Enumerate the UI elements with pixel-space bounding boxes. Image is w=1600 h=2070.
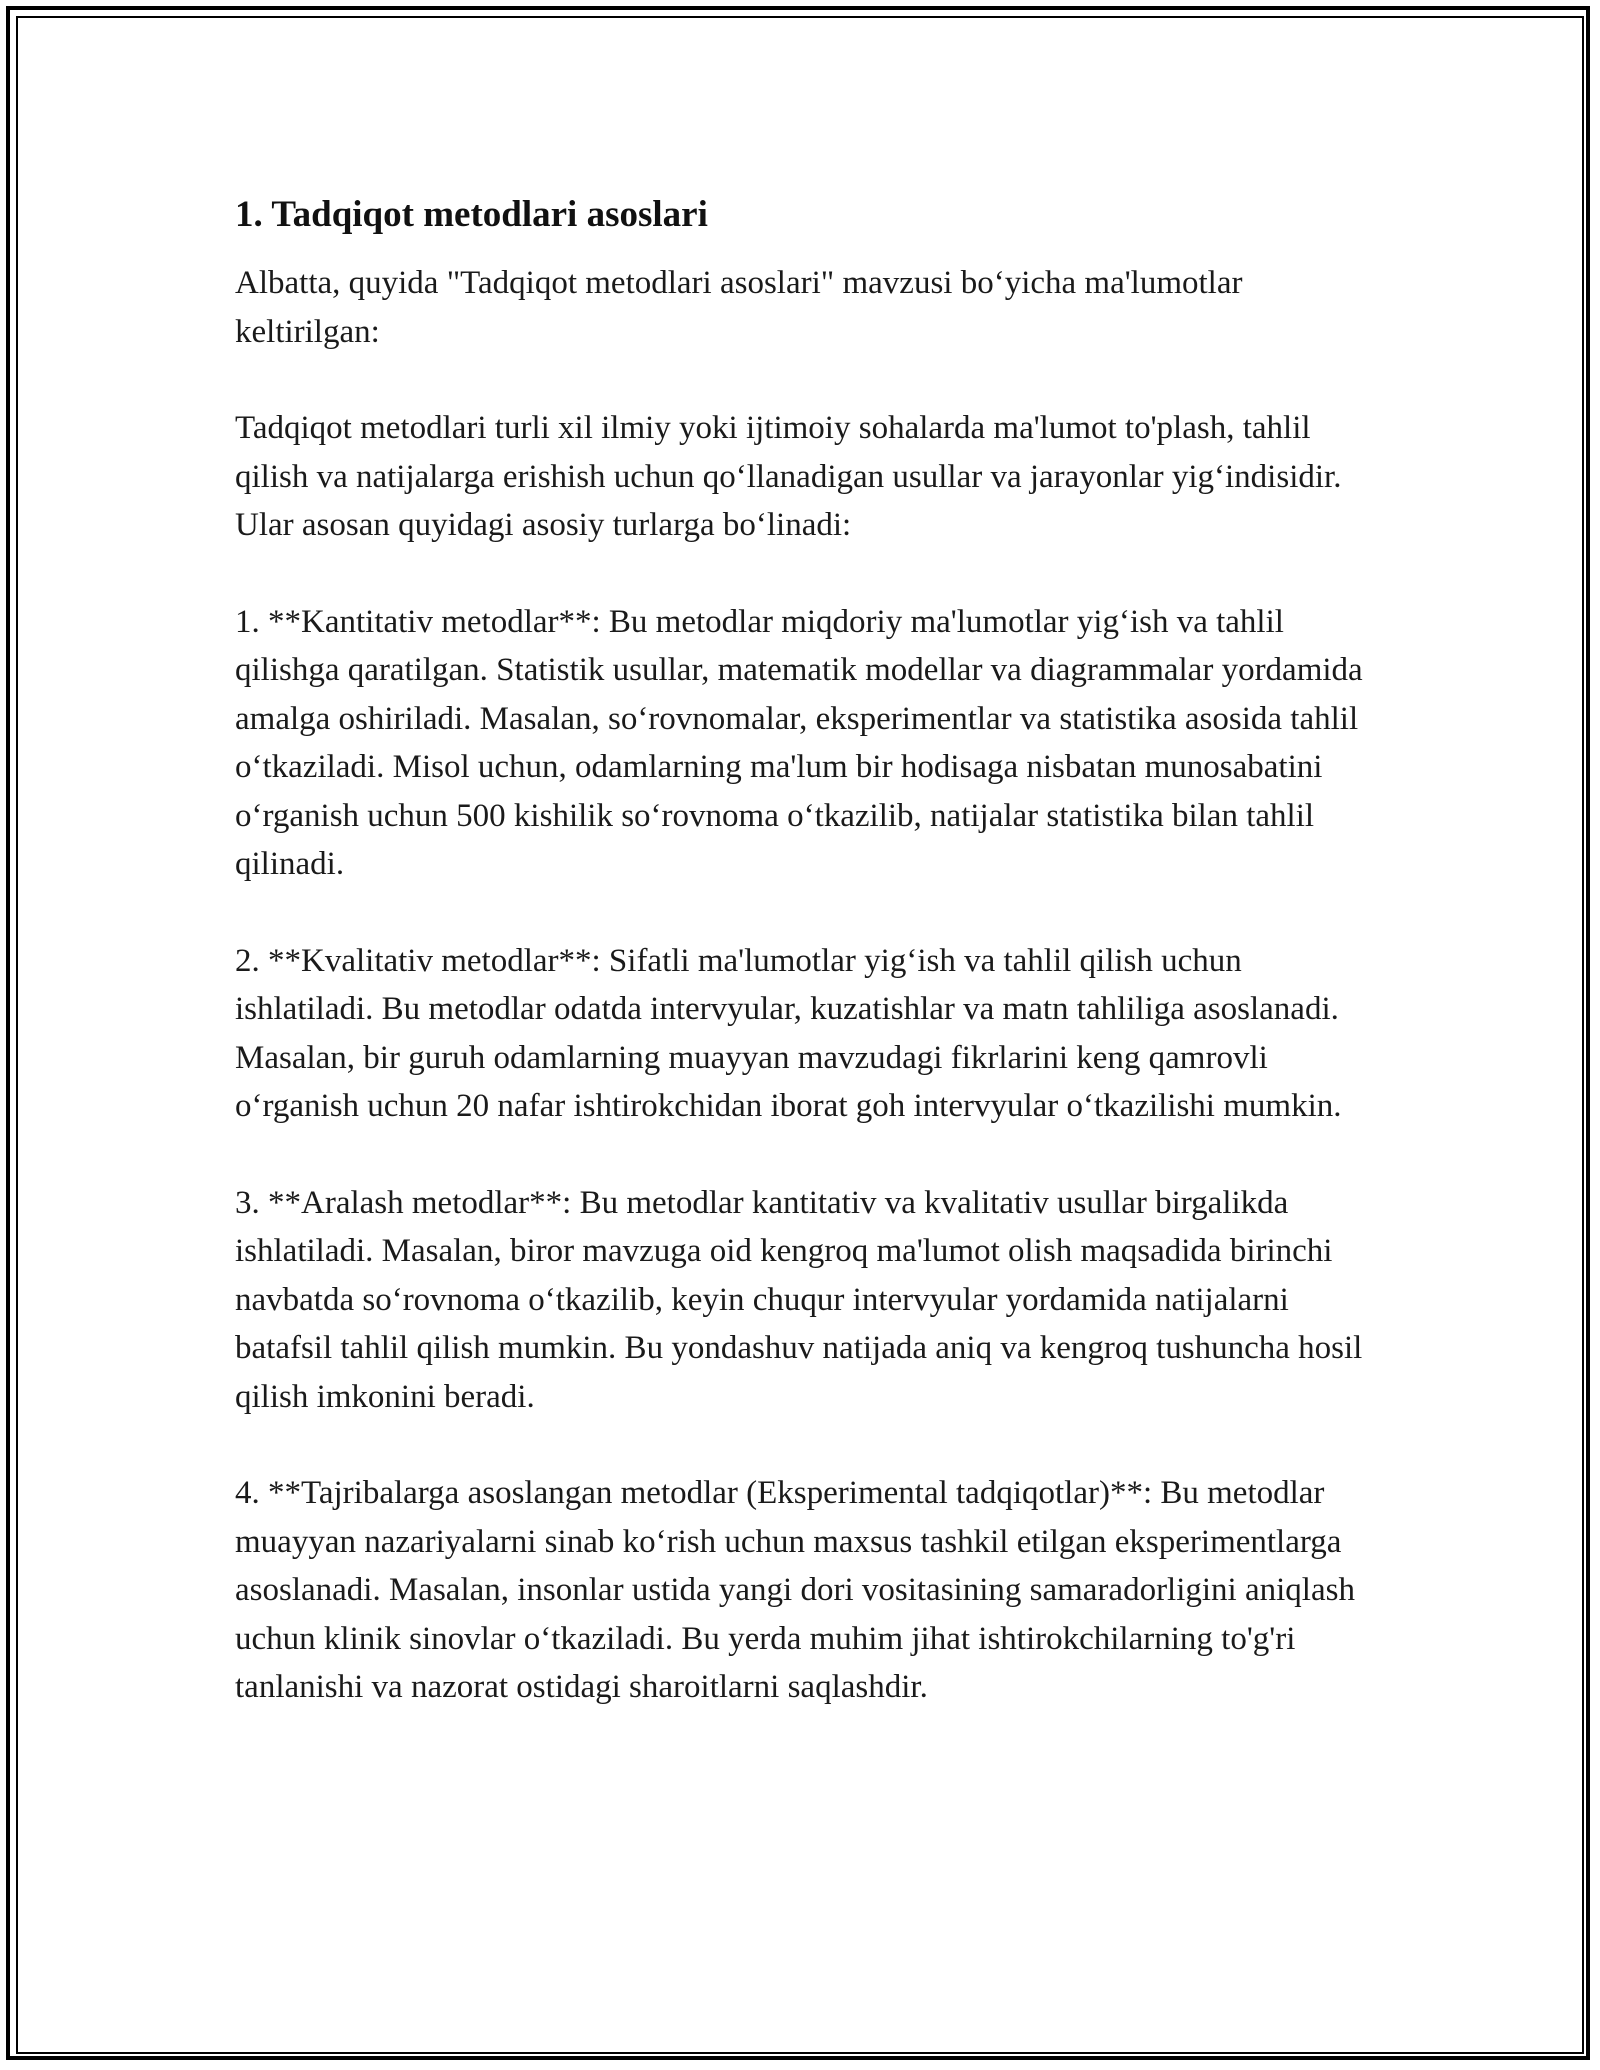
list-item-qualitative: 2. **Kvalitativ metodlar**: Sifatli ma'lumotlar yig‘ish va tahlil qilish uchun ishlatiladi. Bu metodlar odatda intervyular, kuzatishlar va matn tahliliga asoslanadi. Masalan, bir guruh odamlarning muayyan mavzudagi fikrlarini keng qamrovli o‘rganish uchun 20 nafar ishtirokchidan iborat goh intervyular o‘tkazilishi mumkin.: [235, 942, 1342, 1124]
list-item-mixed: 3. **Aralash metodlar**: Bu metodlar kantitativ va kvalitativ usullar birgalikda ishlatiladi. Masalan, biror mavzuga oid kengroq ma'lumot olish maqsadida birinchi navbatda so‘rovnoma o‘tkazilib, keyin chuqur intervyular yordamida natijalarni batafsil tahlil qilish mumkin. Bu yondashuv natijada aniq va kengroq tushuncha hosil qilish imkonini beradi.: [235, 1184, 1363, 1415]
list-item-experimental: 4. **Tajribalarga asoslangan metodlar (Eksperimental tadqiqotlar)**: Bu metodlar muayyan nazariyalarni sinab ko‘rish uchun maxsus tashkil etilgan eksperimentlarga asoslanadi. Masalan, insonlar ustida yangi dori vositasining samaradorligini aniqlash uchun klinik sinovlar o‘tkaziladi. Bu yerda muhim jihat ishtirokchilarning to'g'ri tanlanishi va nazorat ostidagi sharoitlarni saqlashdir.: [235, 1475, 1355, 1705]
section-heading: 1. Tadqiqot metodlari asoslari: [235, 194, 708, 235]
intro-paragraph: Albatta, quyida "Tadqiqot metodlari asoslari" mavzusi bo‘yicha ma'lumotlar keltirilgan:: [235, 265, 1243, 350]
list-item-quantitative: 1. **Kantitativ metodlar**: Bu metodlar miqdoriy ma'lumotlar yig‘ish va tahlil qilishga qaratilgan. Statistik usullar, matematik modellar va diagrammalar yordamida amalga oshiriladi. Masalan, so‘rovnomalar, eksperimentlar va statistika asosida tahlil o‘tkaziladi. Misol uchun, odamlarning ma'lum bir hodisaga nisbatan munosabatini o‘rganish uchun 500 kishilik so‘rovnoma o‘tkazilib, natijalar statistika bilan tahlil qilinadi.: [235, 603, 1363, 882]
document-body: [235, 187, 1365, 1760]
definition-paragraph: Tadqiqot metodlari turli xil ilmiy yoki ijtimoiy sohalarda ma'lumot to'plash, tahlil qilish va natijalarga erishish uchun qo‘llanadigan usullar va jarayonlar yig‘indisidir. Ular asosan quyidagi asosiy turlarga bo‘linadi:: [235, 410, 1342, 543]
